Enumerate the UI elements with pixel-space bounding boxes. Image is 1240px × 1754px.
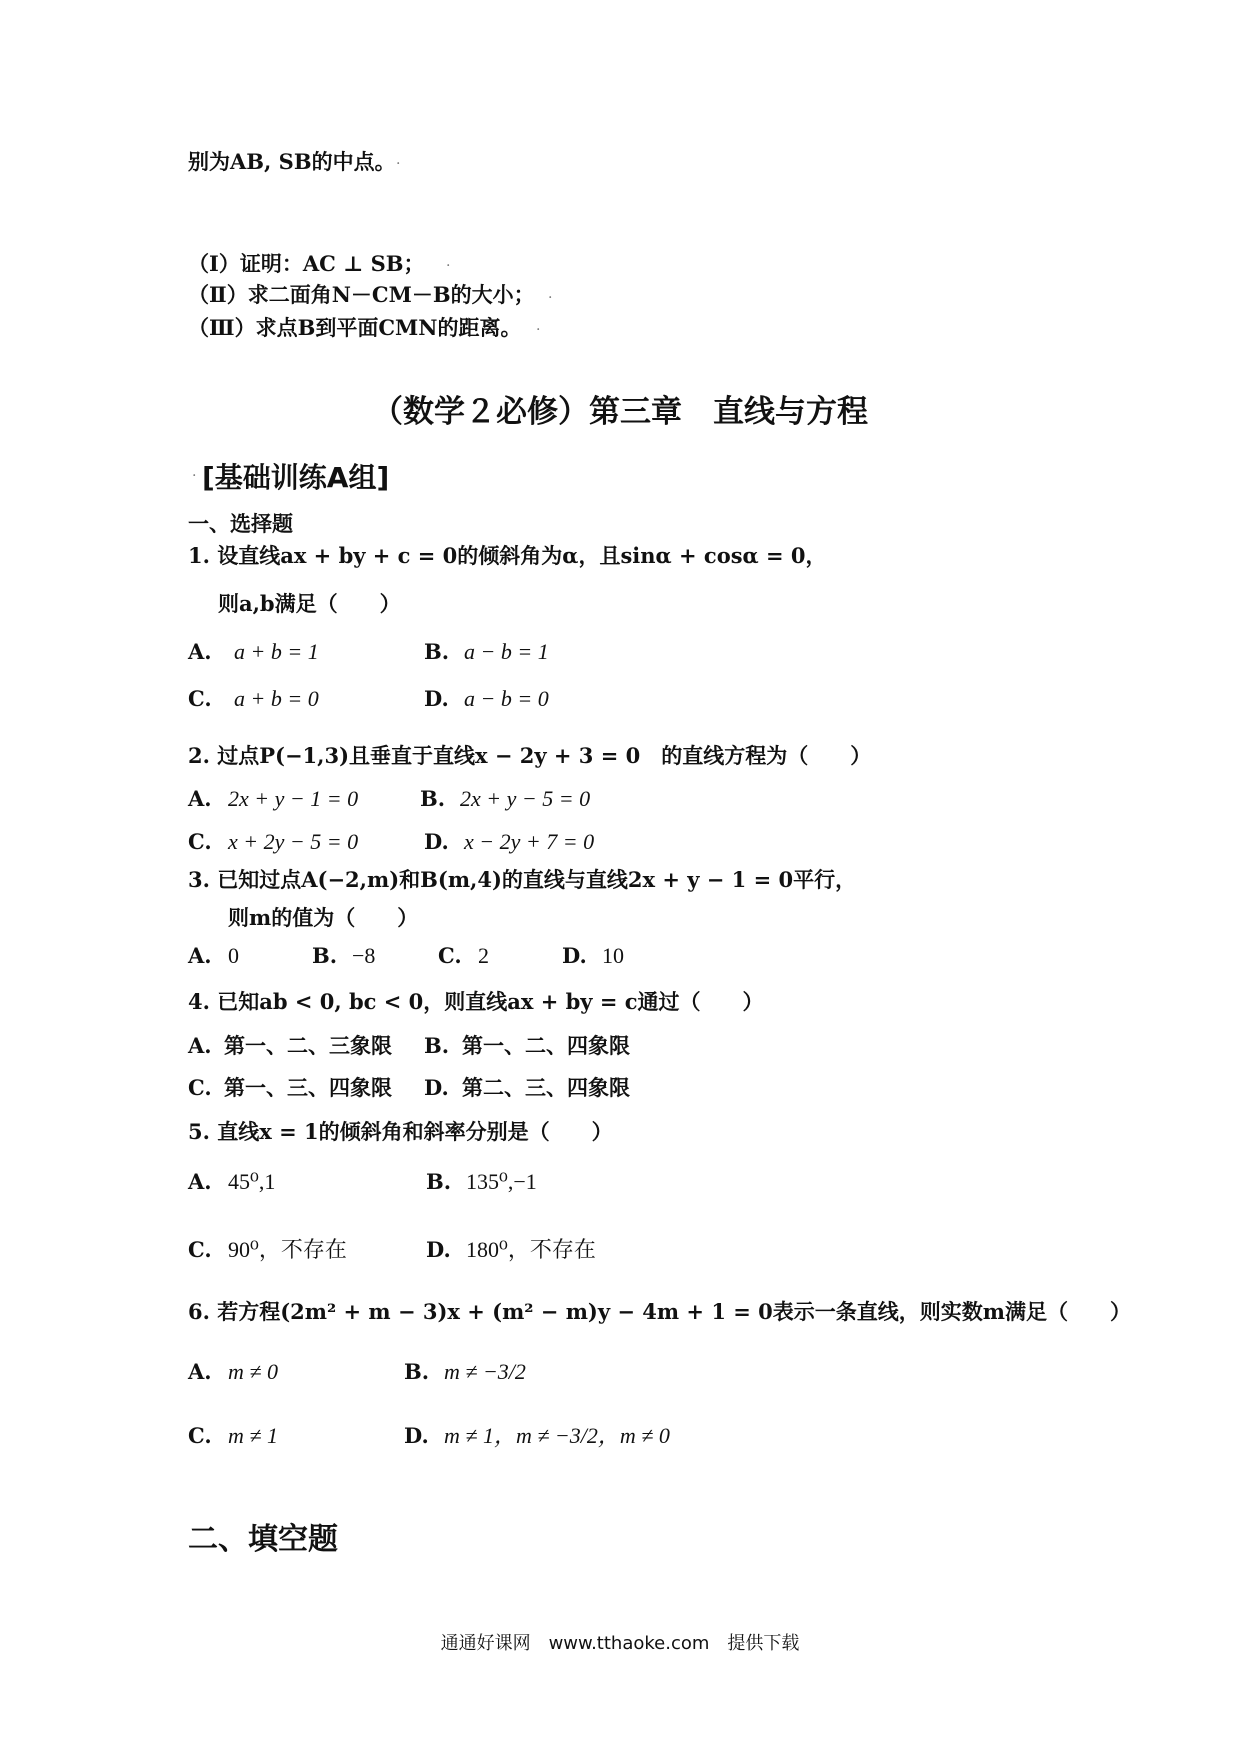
question-4-option-c: 第一、三、四象限 <box>224 1075 392 1100</box>
question-4-option-a: 第一、二、三象限 <box>224 1033 392 1058</box>
question-6-option-c: m ≠ 1 <box>228 1423 278 1448</box>
question-1-options-row1: A. a + b = 1 B. a − b = 1 <box>188 639 549 664</box>
question-5-options-row1: A. 45⁰,1 B. 135⁰,−1 <box>188 1169 537 1194</box>
question-4-option-b: 第一、二、四象限 <box>462 1033 630 1058</box>
question-6-option-a: m ≠ 0 <box>228 1359 278 1384</box>
section-heading-fill-in: 二、填空题 <box>188 1522 338 1557</box>
question-1-option-c: a + b = 0 <box>234 686 319 711</box>
question-2-option-d: x − 2y + 7 = 0 <box>464 829 595 854</box>
question-2-options-row1: A. 2x + y − 1 = 0 B. 2x + y − 5 = 0 <box>188 786 591 811</box>
question-3-option-a: 0 <box>228 943 239 968</box>
carryover-line: 别为AB, SB的中点。 <box>188 149 396 174</box>
scan-mark: . <box>536 318 541 334</box>
question-5-option-a: 45⁰,1 <box>228 1169 276 1194</box>
footer-download-note: 通通好课网 www.tthaoke.com 提供下载 <box>440 1633 800 1654</box>
scan-mark: . <box>396 152 401 168</box>
question-1-options-row2: C. a + b = 0 D. a − b = 0 <box>188 686 549 711</box>
question-6-stem: 6. 若方程(2m² + m − 3)x + (m² − m)y − 4m + 1 = 0表示一条直线，则实数m满足（ ） <box>188 1299 1131 1324</box>
question-3-option-d: 10 <box>602 943 624 968</box>
question-3-stem: 3. 已知过点A(−2,m)和B(m,4)的直线与直线2x + y − 1 = 0平行， <box>188 867 857 892</box>
question-2-option-a: 2x + y − 1 = 0 <box>228 786 359 811</box>
question-5-option-b: 135⁰,−1 <box>466 1169 537 1194</box>
question-5-option-d: 180⁰，不存在 <box>466 1237 596 1262</box>
question-6-option-b: m ≠ −3/2 <box>444 1359 526 1384</box>
scan-mark: . <box>446 254 451 270</box>
question-1-stem: 1. 设直线ax + by + c = 0的倾斜角为α，且sinα + cosα = 0， <box>188 543 827 568</box>
question-4-options-row2: C. 第一、三、四象限 D. 第二、三、四象限 <box>188 1075 630 1100</box>
group-label: [基础训练A组] <box>202 461 390 494</box>
question-2-option-c: x + 2y − 5 = 0 <box>228 829 359 854</box>
question-5-option-c: 90⁰，不存在 <box>228 1237 347 1262</box>
carryover-part-1: （Ⅰ）证明：AC ⊥ SB； <box>188 251 425 276</box>
question-6-options-row1: A. m ≠ 0 B. m ≠ −3/2 <box>188 1359 526 1384</box>
question-3-option-c: 2 <box>478 943 489 968</box>
carryover-part-2: （Ⅱ）求二面角N－CM－B的大小； <box>188 282 535 307</box>
scan-mark: . <box>548 286 553 302</box>
chapter-title: （数学２必修）第三章 直线与方程 <box>372 394 868 430</box>
question-1-stem-cont: 则a,b满足（ ） <box>218 591 401 616</box>
question-2-options-row2: C. x + 2y − 5 = 0 D. x − 2y + 7 = 0 <box>188 829 595 854</box>
scan-mark: . <box>192 464 197 480</box>
question-1-option-a: a + b = 1 <box>234 639 319 664</box>
question-4-stem: 4. 已知ab < 0, bc < 0，则直线ax + by = c通过（ ） <box>188 989 764 1014</box>
section-heading-choice: 一、选择题 <box>188 512 293 536</box>
carryover-part-3: （Ⅲ）求点B到平面CMN的距离。 <box>188 315 522 340</box>
question-2-option-b: 2x + y − 5 = 0 <box>460 786 591 811</box>
question-3-stem-cont: 则m的值为（ ） <box>228 905 419 930</box>
question-5-stem: 5. 直线x = 1的倾斜角和斜率分别是（ ） <box>188 1119 613 1144</box>
question-5-options-row2: C. 90⁰，不存在 D. 180⁰，不存在 <box>188 1237 596 1262</box>
question-3-options: A. 0 B. −8 C. 2 D. 10 <box>188 943 624 968</box>
question-4-options-row1: A. 第一、二、三象限 B. 第一、二、四象限 <box>188 1033 630 1058</box>
question-1-option-d: a − b = 0 <box>464 686 549 711</box>
question-1-option-b: a − b = 1 <box>464 639 549 664</box>
question-2-stem: 2. 过点P(−1,3)且垂直于直线x − 2y + 3 = 0 的直线方程为（ ） <box>188 743 872 768</box>
question-6-option-d: m ≠ 1，m ≠ −3/2，m ≠ 0 <box>444 1423 670 1448</box>
question-4-option-d: 第二、三、四象限 <box>462 1075 630 1100</box>
question-6-options-row2: C. m ≠ 1 D. m ≠ 1，m ≠ −3/2，m ≠ 0 <box>188 1423 670 1448</box>
question-3-option-b: −8 <box>352 943 376 968</box>
